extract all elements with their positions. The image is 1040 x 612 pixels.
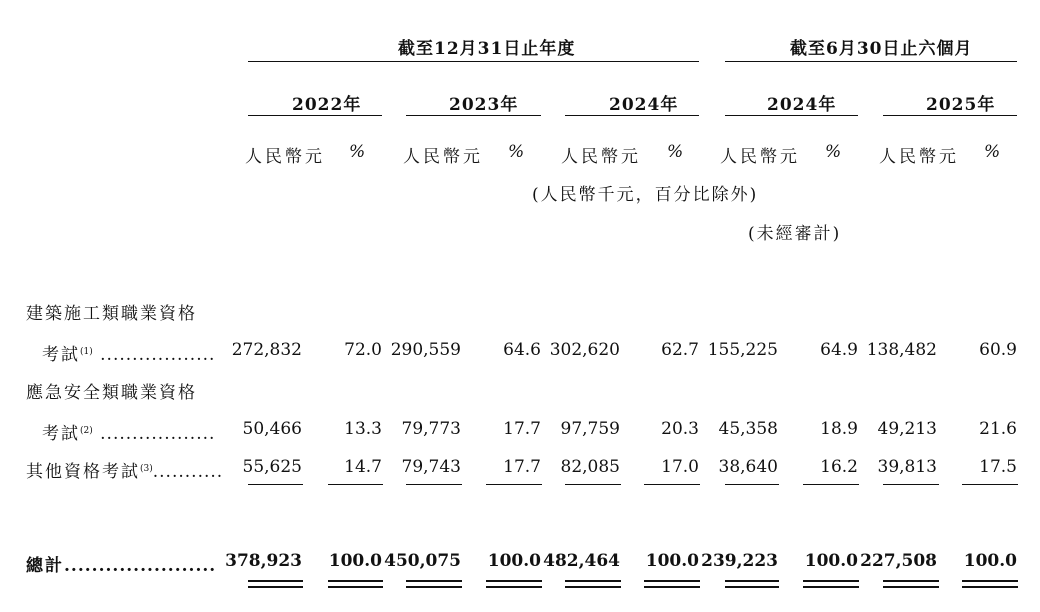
value-2023-amount: 79,743 — [401, 457, 461, 477]
value-2024-pct: 20.3 — [661, 419, 699, 439]
total-rule-2023-amount — [406, 580, 462, 588]
row-label-construction: 建築施工類職業資格 — [26, 304, 197, 324]
value-2024-amount: 97,759 — [560, 419, 620, 439]
total-rule-2025h1-amount — [883, 580, 939, 588]
row-label-exam: 考試 — [42, 424, 80, 444]
row-label-emergency-safety-line2 — [42, 419, 215, 444]
row-label-total-text: 總計 — [26, 556, 64, 576]
value-2024h1-amount: 38,640 — [718, 457, 778, 477]
value-2025h1-amount: 138,482 — [866, 340, 937, 360]
value-2024-amount: 302,620 — [549, 340, 620, 360]
year-rule-2025-h1 — [883, 115, 1017, 116]
year-rule-2024-h1 — [725, 115, 858, 116]
value-2024h1-pct: 16.2 — [820, 457, 858, 477]
total-2025h1-pct: 100.0 — [963, 551, 1017, 571]
value-2024-pct: 17.0 — [661, 457, 699, 477]
percent-header-2023: % — [508, 142, 525, 162]
total-2022-amount: 378,923 — [225, 551, 302, 571]
value-2025h1-amount: 49,213 — [877, 419, 937, 439]
value-2022-amount: 50,466 — [242, 419, 302, 439]
row-label-construction-line2 — [42, 340, 215, 365]
value-2023-amount: 79,773 — [401, 419, 461, 439]
value-2024h1-amount: 155,225 — [707, 340, 778, 360]
header-group-six-months: 截至6月30日止六個月 — [790, 39, 973, 59]
units-note: (人民幣千元，百分比除外) — [532, 185, 759, 205]
subtotal-rule-2024h1-amount — [725, 484, 779, 485]
year-header-2024: 2024年 — [609, 95, 679, 115]
percent-header-2024-h1: % — [825, 142, 842, 162]
total-2025h1-amount: 227,508 — [860, 551, 937, 571]
value-2024-pct: 62.7 — [661, 340, 699, 360]
value-2023-pct: 64.6 — [503, 340, 541, 360]
year-rule-2024 — [565, 115, 699, 116]
value-2022-pct: 72.0 — [344, 340, 382, 360]
subtotal-rule-2024-pct — [644, 484, 700, 485]
percent-header-2022: % — [349, 142, 366, 162]
year-rule-2023 — [406, 115, 541, 116]
subtotal-rule-2024-amount — [565, 484, 621, 485]
header-group-full-year-rule — [248, 61, 699, 62]
total-2024h1-amount: 239,223 — [701, 551, 778, 571]
currency-header-2023: 人民幣元 — [403, 147, 483, 167]
total-rule-2024h1-pct — [803, 580, 859, 588]
value-2024h1-amount: 45,358 — [718, 419, 778, 439]
year-header-2023: 2023年 — [449, 95, 519, 115]
footnote-marker-2: (2) — [80, 426, 93, 436]
value-2024h1-pct: 64.9 — [820, 340, 858, 360]
footnote-marker-3: (3) — [140, 464, 153, 474]
dot-leader: ...................... — [64, 556, 217, 576]
currency-header-2022: 人民幣元 — [245, 147, 325, 167]
total-rule-2022-pct — [328, 580, 383, 588]
value-2023-amount: 290,559 — [390, 340, 461, 360]
total-2023-amount: 450,075 — [384, 551, 461, 571]
subtotal-rule-2025h1-pct — [962, 484, 1018, 485]
value-2023-pct: 17.7 — [503, 457, 541, 477]
value-2025h1-pct: 21.6 — [979, 419, 1017, 439]
value-2024-amount: 82,085 — [560, 457, 620, 477]
row-label-emergency-safety: 應急安全類職業資格 — [26, 383, 197, 403]
year-header-2022: 2022年 — [292, 95, 362, 115]
currency-header-2024-h1: 人民幣元 — [720, 147, 800, 167]
total-rule-2025h1-pct — [962, 580, 1018, 588]
currency-header-2024: 人民幣元 — [561, 147, 641, 167]
total-2023-pct: 100.0 — [487, 551, 541, 571]
value-2025h1-pct: 60.9 — [979, 340, 1017, 360]
total-2024-pct: 100.0 — [645, 551, 699, 571]
year-rule-2022 — [248, 115, 382, 116]
dot-leader: .................. — [100, 424, 216, 444]
row-label-other-text: 其他資格考試 — [26, 462, 140, 482]
value-2022-pct: 14.7 — [344, 457, 382, 477]
total-2024-amount: 482,464 — [543, 551, 620, 571]
currency-header-2025-h1: 人民幣元 — [879, 147, 959, 167]
value-2022-amount: 272,832 — [231, 340, 302, 360]
unaudited-note: (未經審計) — [748, 224, 842, 244]
total-rule-2023-pct — [486, 580, 542, 588]
total-rule-2024h1-amount — [725, 580, 779, 588]
subtotal-rule-2024h1-pct — [803, 484, 859, 485]
dot-leader: ........... — [152, 462, 224, 482]
value-2023-pct: 17.7 — [503, 419, 541, 439]
row-label-other-exams — [26, 457, 223, 482]
row-label-total — [26, 551, 216, 576]
total-rule-2024-pct — [644, 580, 700, 588]
subtotal-rule-2022-pct — [328, 484, 383, 485]
header-group-six-months-rule — [725, 61, 1017, 62]
total-2024h1-pct: 100.0 — [804, 551, 858, 571]
subtotal-rule-2023-pct — [486, 484, 542, 485]
value-2025h1-amount: 39,813 — [877, 457, 937, 477]
percent-header-2025-h1: % — [984, 142, 1001, 162]
percent-header-2024: % — [667, 142, 684, 162]
value-2022-amount: 55,625 — [242, 457, 302, 477]
total-2022-pct: 100.0 — [328, 551, 382, 571]
value-2022-pct: 13.3 — [344, 419, 382, 439]
header-group-full-year: 截至12月31日止年度 — [398, 39, 576, 59]
total-rule-2022-amount — [248, 580, 303, 588]
year-header-2025-h1: 2025年 — [926, 95, 996, 115]
subtotal-rule-2023-amount — [406, 484, 462, 485]
total-rule-2024-amount — [565, 580, 621, 588]
year-header-2024-h1: 2024年 — [767, 95, 837, 115]
footnote-marker-1: (1) — [80, 347, 93, 357]
subtotal-rule-2025h1-amount — [883, 484, 939, 485]
value-2025h1-pct: 17.5 — [979, 457, 1017, 477]
value-2024h1-pct: 18.9 — [820, 419, 858, 439]
dot-leader: .................. — [100, 345, 216, 365]
row-label-exam: 考試 — [42, 345, 80, 365]
subtotal-rule-2022-amount — [248, 484, 303, 485]
